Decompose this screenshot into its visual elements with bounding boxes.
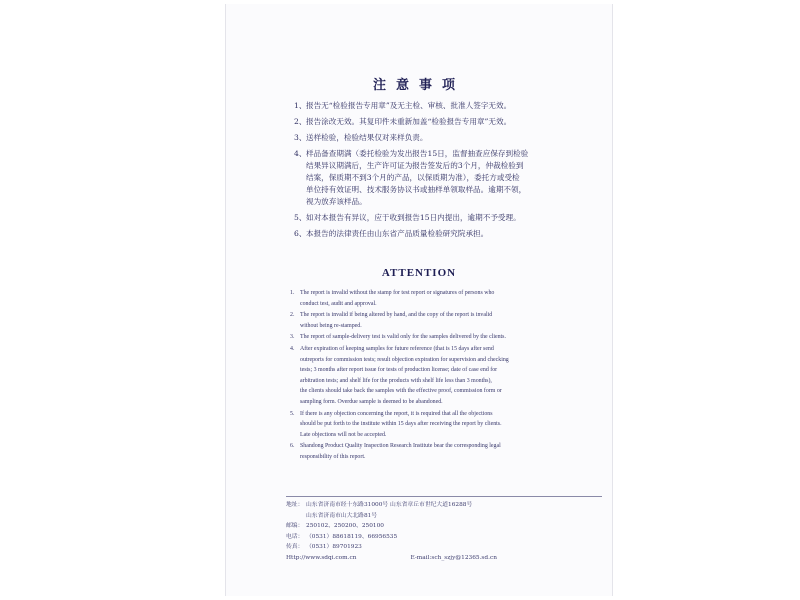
item-text: 样品备查期满（委托检验为发出报告15日，监督抽查应保存到检验 结果异议期满后，生产许可证为报告签发后的3个月，仲裁检验到 结案，保质期不到3个月的产品，以保质期为准），委托方或受检 单位持有效证明、技术服务协议书或抽样单领取样品。逾期不领， 视为放弃该样品。 [306, 149, 529, 206]
notice-item-cn [294, 148, 599, 208]
footer-divider [286, 496, 602, 497]
item-number: 5. [290, 410, 295, 417]
item-text: Shandong Product Quality Inspection Research Institute bear the corresponding legal responsibility of this report. [300, 443, 501, 460]
item-text: 如对本报告有异议，应于收到报告15日内提出，逾期不予受理。 [306, 213, 521, 222]
website-link[interactable]: Http://www.sdqi.com.cn [286, 554, 357, 561]
address-line-1: 山东省济南市经十东路31000号 山东省章丘市世纪大道16288号 [306, 502, 473, 508]
postcode-value: 250102、250200、250100 [306, 523, 384, 529]
address-row [286, 500, 602, 511]
report-page [226, 4, 612, 596]
item-number: 2. [290, 312, 295, 319]
item-number: 4. [290, 345, 295, 352]
phone-label: 电话： [286, 533, 304, 540]
item-text: 送样检验，检验结果仅对来样负责。 [306, 133, 428, 142]
attention-title-en: ATTENTION [381, 267, 457, 279]
notice-item-cn [294, 116, 599, 128]
address-line-2: 山东省济南市山大北路81号 [306, 512, 378, 519]
item-text: 报告无“检验报告专用章”及无主检、审核、批准人签字无效。 [306, 101, 512, 110]
item-number: 4、 [294, 149, 307, 158]
item-number: 6. [290, 443, 295, 450]
item-number: 6、 [294, 229, 307, 238]
fax-value: （0531）89701923 [306, 544, 362, 550]
attention-item-en [290, 441, 608, 462]
address-label: 地址： [286, 502, 304, 508]
phone-value: （0531）88618119、66956535 [306, 533, 398, 540]
attention-item-en [290, 332, 608, 343]
notice-list-cn [294, 100, 599, 244]
contact-info [286, 500, 602, 563]
item-text: The report is invalid if being altered by hand, and the copy of the report is invalid without being re-stamped. [300, 312, 493, 329]
item-number: 3、 [294, 133, 307, 142]
item-text: 报告涂改无效。其复印件未重新加盖“检验报告专用章”无效。 [306, 117, 512, 126]
phone-row [286, 532, 602, 543]
address-row-2 [286, 511, 602, 522]
attention-item-en [290, 288, 608, 309]
fax-label: 传真： [286, 544, 304, 550]
fax-row [286, 542, 602, 553]
attention-item-en [290, 310, 608, 331]
notice-item-cn [294, 100, 599, 112]
email-link[interactable]: E-mail:sch_szjy@12365.sd.cn [410, 554, 497, 561]
attention-item-en [290, 409, 608, 441]
item-text: If there is any objection concerning the report, it is required that all the objections should be put forth to the institute within 15 days after receiving the report by clients. Late objections will not be accepted. [300, 410, 502, 438]
item-number: 3. [290, 334, 295, 341]
web-row [286, 553, 602, 564]
item-text: The report is invalid without the stamp for test report or signatures of persons who conduct test, audit and approval. [300, 290, 495, 307]
attention-list-en [290, 288, 608, 464]
item-number: 1、 [294, 101, 307, 110]
postcode-label: 邮编： [286, 523, 304, 529]
attention-item-en [290, 344, 608, 408]
postcode-row [286, 521, 602, 532]
notice-item-cn [294, 228, 599, 240]
item-number: 5、 [294, 213, 307, 222]
notice-item-cn [294, 132, 599, 144]
item-number: 2、 [294, 117, 307, 126]
item-text: 本报告的法律责任由山东省产品质量检验研究院承担。 [306, 229, 489, 238]
notice-title-cn: 注意事项 [372, 78, 465, 93]
item-text: After expiration of keeping samples for future reference (that is 15 days after send outreports for commission tests; result objection expiration for supervision and checking tests; 3 months after report issue for tests of production license; date of case end for arbitration tests; and shelf life for the products with shelf life less than 3 months), the clients should take back the samples with the effective proof, commission form or sampling form. Overdue sample is deemed to be abandoned. [300, 345, 509, 405]
notice-item-cn [294, 212, 599, 224]
item-text: The report of sample-delivery test is valid only for the samples delivered by the clients. [300, 334, 506, 341]
item-number: 1. [290, 290, 295, 296]
